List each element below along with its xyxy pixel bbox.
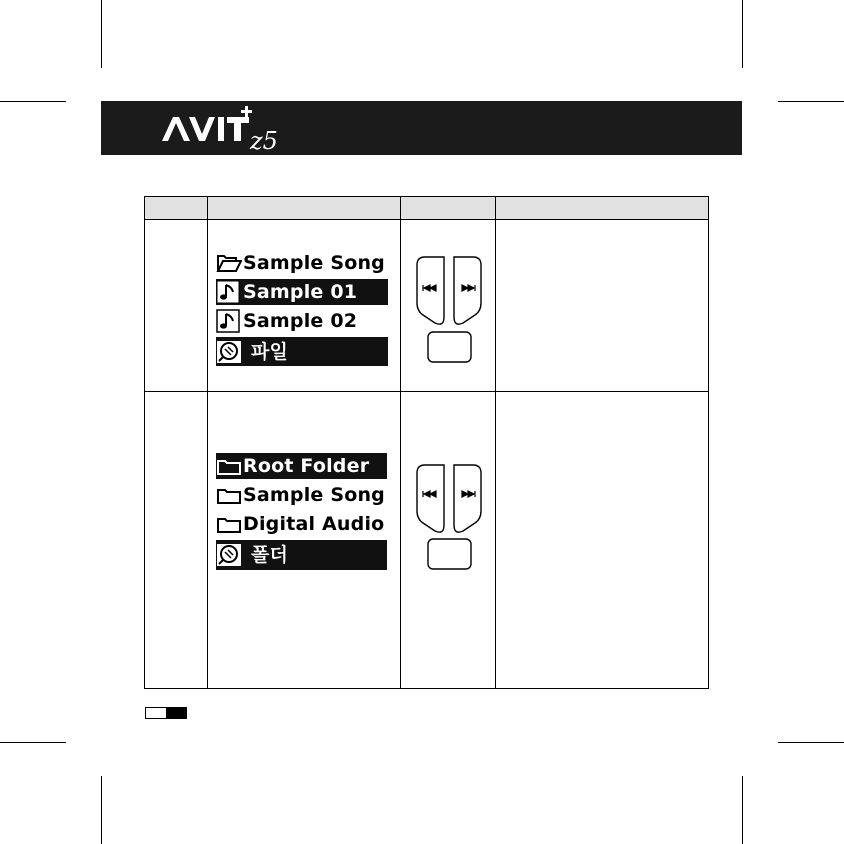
header-band: [101, 101, 742, 155]
center-key[interactable]: [428, 332, 471, 362]
crop-mark: [742, 776, 743, 844]
list-item[interactable]: Digital Audio: [216, 511, 388, 537]
row-divider: [145, 391, 708, 392]
menu-title-bar: 폴더: [216, 540, 387, 570]
music-note-icon: [216, 280, 242, 304]
column-divider: [495, 197, 496, 688]
navigation-keys-diagram: [411, 255, 487, 367]
center-key[interactable]: [428, 539, 471, 569]
music-note-icon: [216, 309, 242, 333]
list-item-selected[interactable]: Sample 01: [216, 279, 388, 305]
folder-icon: [216, 483, 242, 507]
next-track-key[interactable]: [454, 465, 481, 532]
folder-icon: [216, 454, 242, 478]
instruction-table: [144, 196, 709, 689]
navigation-keys-diagram: [411, 463, 487, 575]
folder-icon: [216, 512, 242, 536]
table-header-row: [145, 197, 708, 220]
avit-z5-logo: [159, 103, 299, 155]
crop-mark: [0, 742, 66, 743]
crop-mark: [778, 101, 844, 102]
next-track-key[interactable]: [454, 257, 481, 324]
list-item[interactable]: Sample Song: [216, 482, 388, 508]
list-item[interactable]: Sample 02: [216, 308, 388, 334]
magnifier-menu-icon: [216, 340, 242, 364]
lcd-screen-file-browser: [216, 249, 389, 366]
magnifier-menu-icon: [216, 543, 242, 567]
list-item-selected[interactable]: Root Folder: [216, 453, 387, 479]
prev-track-key[interactable]: [417, 257, 444, 324]
menu-title-bar: 파일: [216, 337, 388, 366]
crop-mark: [0, 101, 66, 102]
lcd-screen-folder-browser: [216, 453, 389, 570]
crop-mark: [742, 0, 743, 68]
page-indicator-tab: [145, 707, 187, 719]
crop-mark: [101, 776, 102, 844]
svg-text:z5: z5: [250, 127, 278, 155]
prev-track-key[interactable]: [417, 465, 444, 532]
column-divider: [400, 197, 401, 688]
list-item[interactable]: Sample Song: [216, 250, 388, 276]
open-folder-icon: [216, 251, 242, 275]
crop-mark: [101, 0, 102, 68]
crop-mark: [778, 742, 844, 743]
column-divider: [207, 197, 208, 688]
